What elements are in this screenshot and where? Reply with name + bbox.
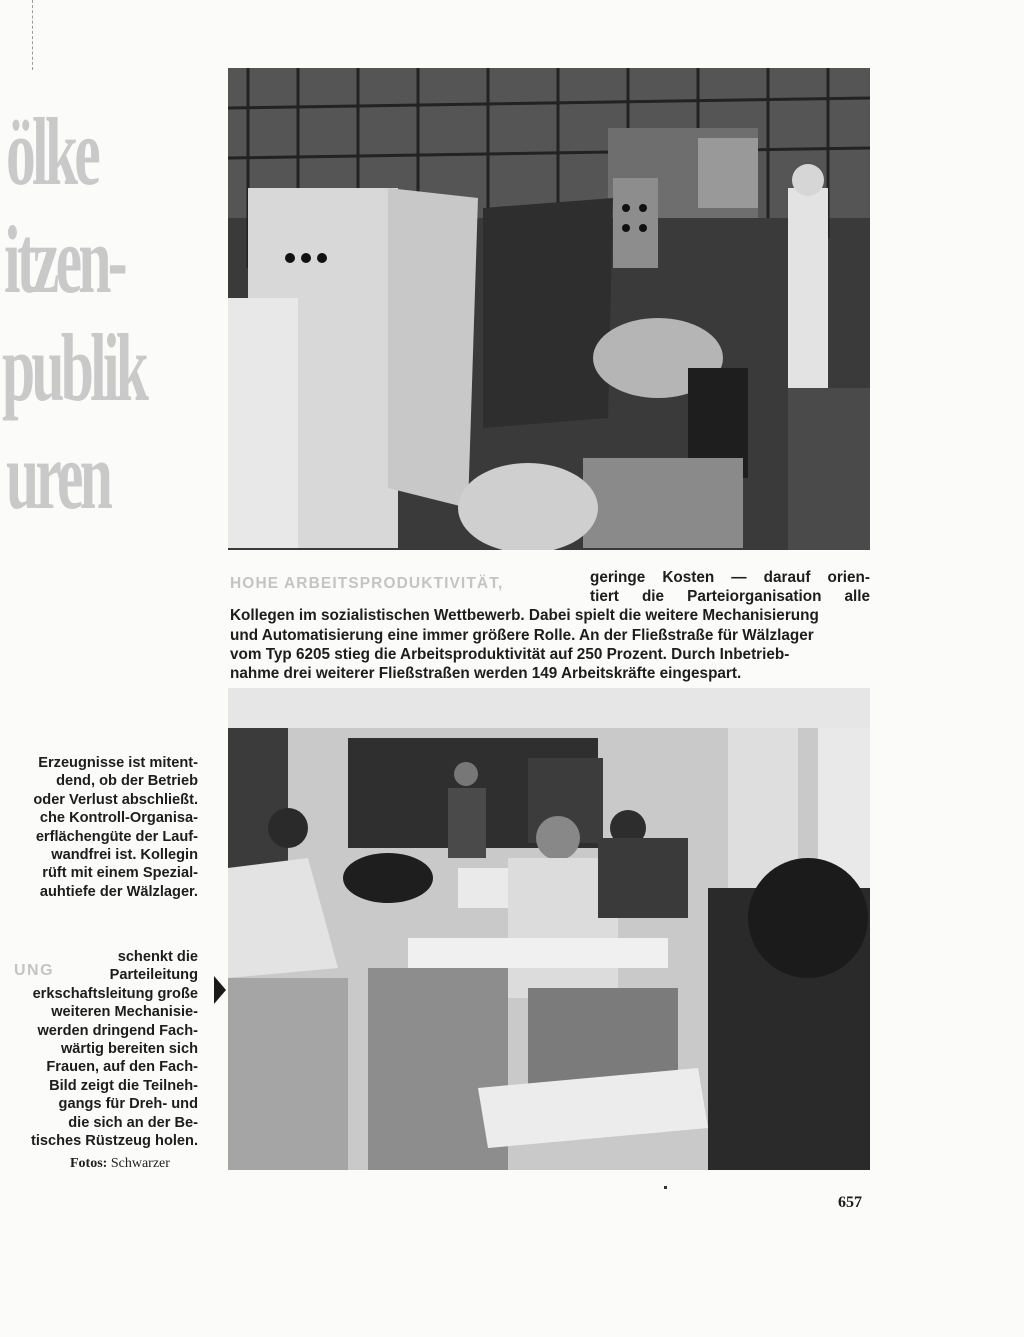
column-line: tisches Rüstzeug holen. [30, 1133, 198, 1150]
torn-edge-mark [32, 0, 37, 70]
column-line: erflächengüte der Lauf- [35, 828, 198, 845]
column-line: auhtiefe der Wälzlager. [39, 883, 198, 900]
credit-label: Fotos: [70, 1156, 108, 1171]
column-line: Bild zeigt die Teilneh- [49, 1077, 198, 1094]
column-line: wärtig bereiten sich [60, 1041, 198, 1058]
cropped-text-column [0, 754, 198, 901]
print-speck [664, 1186, 667, 1189]
column-line: dend, ob der Betrieb [56, 773, 198, 790]
cropped-headline [0, 98, 215, 678]
classroom-photo-drawing [228, 688, 870, 1170]
column-line: gangs für Dreh- und [58, 1096, 198, 1113]
column-line: erkschaftsleitung große [32, 985, 198, 1002]
column-line: Erzeugnisse ist mitent- [38, 755, 198, 771]
column-line: die sich an der Be- [68, 1114, 198, 1131]
column-line: oder Verlust abschließt. [33, 791, 198, 808]
headline-fragment: uren [6, 422, 110, 529]
headline-fragment: itzen- [4, 206, 124, 313]
pointer-arrow-icon [214, 976, 226, 1004]
factory-machinery-photo [228, 68, 870, 550]
cropped-text-column [0, 948, 198, 1150]
page-number: 657 [838, 1194, 862, 1211]
caption-line: tiert die Parteiorganisation alle [590, 588, 870, 606]
credit-name: Schwarzer [110, 1156, 170, 1171]
caption-line: geringe Kosten — darauf orien- [590, 569, 870, 586]
column-line: rüft mit einem Spezial- [42, 865, 198, 882]
column-line: Frauen, auf den Fach- [46, 1059, 198, 1076]
column-line: wandfrei ist. Kollegin [51, 847, 198, 864]
headline-fragment: ölke [6, 98, 97, 205]
section-lead: UNG [14, 962, 55, 979]
caption-line: nahme drei weiterer Fließstraßen werden 149 Arbeitskräfte eingespart. [230, 665, 742, 683]
headline-fragment: publik [2, 314, 146, 421]
column-line: weiteren Mechanisie- [51, 1004, 198, 1021]
column-line: Parteileitung [109, 967, 198, 984]
classroom-photo [228, 688, 870, 1170]
caption-lead: HOHE ARBEITSPRODUKTIVITÄT, [230, 575, 504, 592]
factory-photo-caption [230, 568, 870, 683]
caption-line: vom Typ 6205 stieg die Arbeitsproduktivität auf 250 Prozent. Durch Inbetrieb- [230, 645, 790, 663]
column-line: che Kontroll-Organisa- [39, 810, 198, 827]
caption-line: Kollegen im sozialistischen Wettbewerb. Dabei spielt die weitere Mechanisierung [230, 607, 819, 625]
caption-line: und Automatisierung eine immer größere Rolle. An der Fließstraße für Wälzlager [230, 626, 814, 644]
photo-credit [70, 1156, 170, 1172]
column-line: schenkt die [117, 949, 198, 965]
factory-photo-drawing [228, 68, 870, 550]
column-line: werden dringend Fach- [37, 1022, 198, 1039]
